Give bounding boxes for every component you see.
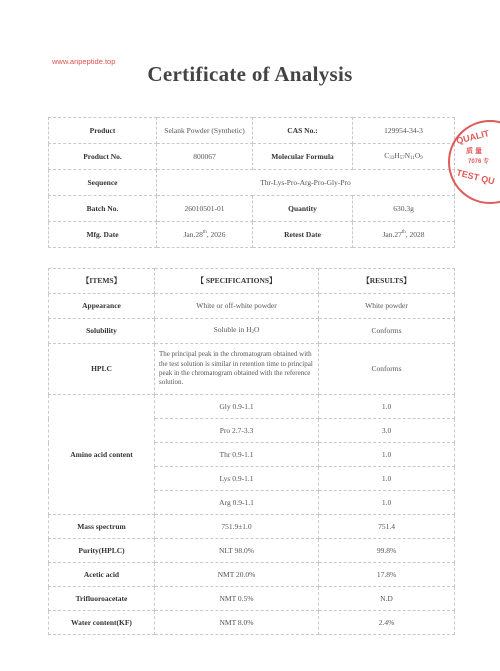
hplc-spec: The principal peak in the chromatogram obtained with the test solution is similar in retention time to principal peak in the chromatogram obtained with the reference solution. (155, 344, 319, 395)
solubility-spec: Soluble in $H_2O$ (155, 319, 319, 344)
table-row (49, 563, 455, 587)
purity-result: 99.8% (319, 539, 455, 563)
mfg-date-value: Jan.28th, 2026 (157, 222, 253, 248)
tfa-result: N.D (319, 587, 455, 611)
amino-result: 3.0 (319, 419, 455, 443)
solubility-result: Conforms (319, 319, 455, 344)
website-url: www.anpeptide.top (52, 57, 116, 66)
table-row (49, 319, 455, 344)
table-row (49, 587, 455, 611)
table-row (49, 196, 455, 222)
table-row (49, 170, 455, 196)
page-title: Certificate of Analysis (147, 62, 353, 86)
amino-spec: Gly 0.9-1.1 (155, 395, 319, 419)
mass-spec: 751.9±1.0 (155, 515, 319, 539)
tfa-spec: NMT 0.5% (155, 587, 319, 611)
tfa-item: Trifluoroacetate (49, 587, 155, 611)
sequence-label: Sequence (49, 170, 157, 196)
table-row (49, 144, 455, 170)
amino-item: Amino acid content (49, 395, 155, 515)
mass-item: Mass spectrum (49, 515, 155, 539)
purity-item: Purity(HPLC) (49, 539, 155, 563)
acetic-item: Acetic acid (49, 563, 155, 587)
results-table (48, 268, 455, 635)
product-info-table (48, 117, 455, 248)
formula-value: $C_{33}H_{57}N_{11}O_9$ (353, 144, 455, 170)
appearance-item: Appearance (49, 294, 155, 319)
water-spec: NMT 8.0% (155, 611, 319, 635)
acetic-result: 17.8% (319, 563, 455, 587)
table-row (49, 539, 455, 563)
product-label: Product (49, 118, 157, 144)
amino-result: 1.0 (319, 443, 455, 467)
retest-date-value: Jan.27th, 2028 (353, 222, 455, 248)
table-row (49, 344, 455, 395)
sequence-value: Thr-Lys-Pro-Arg-Pro-Gly-Pro (157, 170, 455, 196)
water-item: Water content(KF) (49, 611, 155, 635)
water-result: 2.4% (319, 611, 455, 635)
amino-spec: Lys 0.9-1.1 (155, 467, 319, 491)
amino-result: 1.0 (319, 491, 455, 515)
table-row (49, 395, 455, 419)
appearance-result: White powder (319, 294, 455, 319)
amino-result: 1.0 (319, 395, 455, 419)
amino-spec: Thr 0.9-1.1 (155, 443, 319, 467)
items-header: 【ITEMS】 (49, 269, 155, 294)
formula-label: Molecular Formula (253, 144, 353, 170)
hplc-item: HPLC (49, 344, 155, 395)
quality-stamp: QUALIT 质 量 7076 专 TEST QU (448, 120, 500, 204)
purity-spec: NLT 98.0% (155, 539, 319, 563)
table-row (49, 294, 455, 319)
quantity-label: Quantity (253, 196, 353, 222)
table-row (49, 515, 455, 539)
table-row (49, 118, 455, 144)
mfg-date-label: Mfg. Date (49, 222, 157, 248)
hplc-result: Conforms (319, 344, 455, 395)
mass-result: 751.4 (319, 515, 455, 539)
batch-label: Batch No. (49, 196, 157, 222)
cas-label: CAS No.: (253, 118, 353, 144)
appearance-spec: White or off-white powder (155, 294, 319, 319)
table-row (49, 222, 455, 248)
acetic-spec: NMT 20.0% (155, 563, 319, 587)
amino-spec: Arg 0.9-1.1 (155, 491, 319, 515)
amino-spec: Pro 2.7-3.3 (155, 419, 319, 443)
product-no-label: Product No. (49, 144, 157, 170)
table-header-row (49, 269, 455, 294)
solubility-item: Solubility (49, 319, 155, 344)
product-no-value: 800067 (157, 144, 253, 170)
amino-result: 1.0 (319, 467, 455, 491)
batch-value: 26010501-01 (157, 196, 253, 222)
specs-header: 【 SPECIFICATIONS】 (155, 269, 319, 294)
quantity-value: 630.3g (353, 196, 455, 222)
retest-date-label: Retest Date (253, 222, 353, 248)
results-header: 【RESULTS】 (319, 269, 455, 294)
cas-value: 129954-34-3 (353, 118, 455, 144)
table-row (49, 611, 455, 635)
product-value: Selank Powder (Synthetic) (157, 118, 253, 144)
